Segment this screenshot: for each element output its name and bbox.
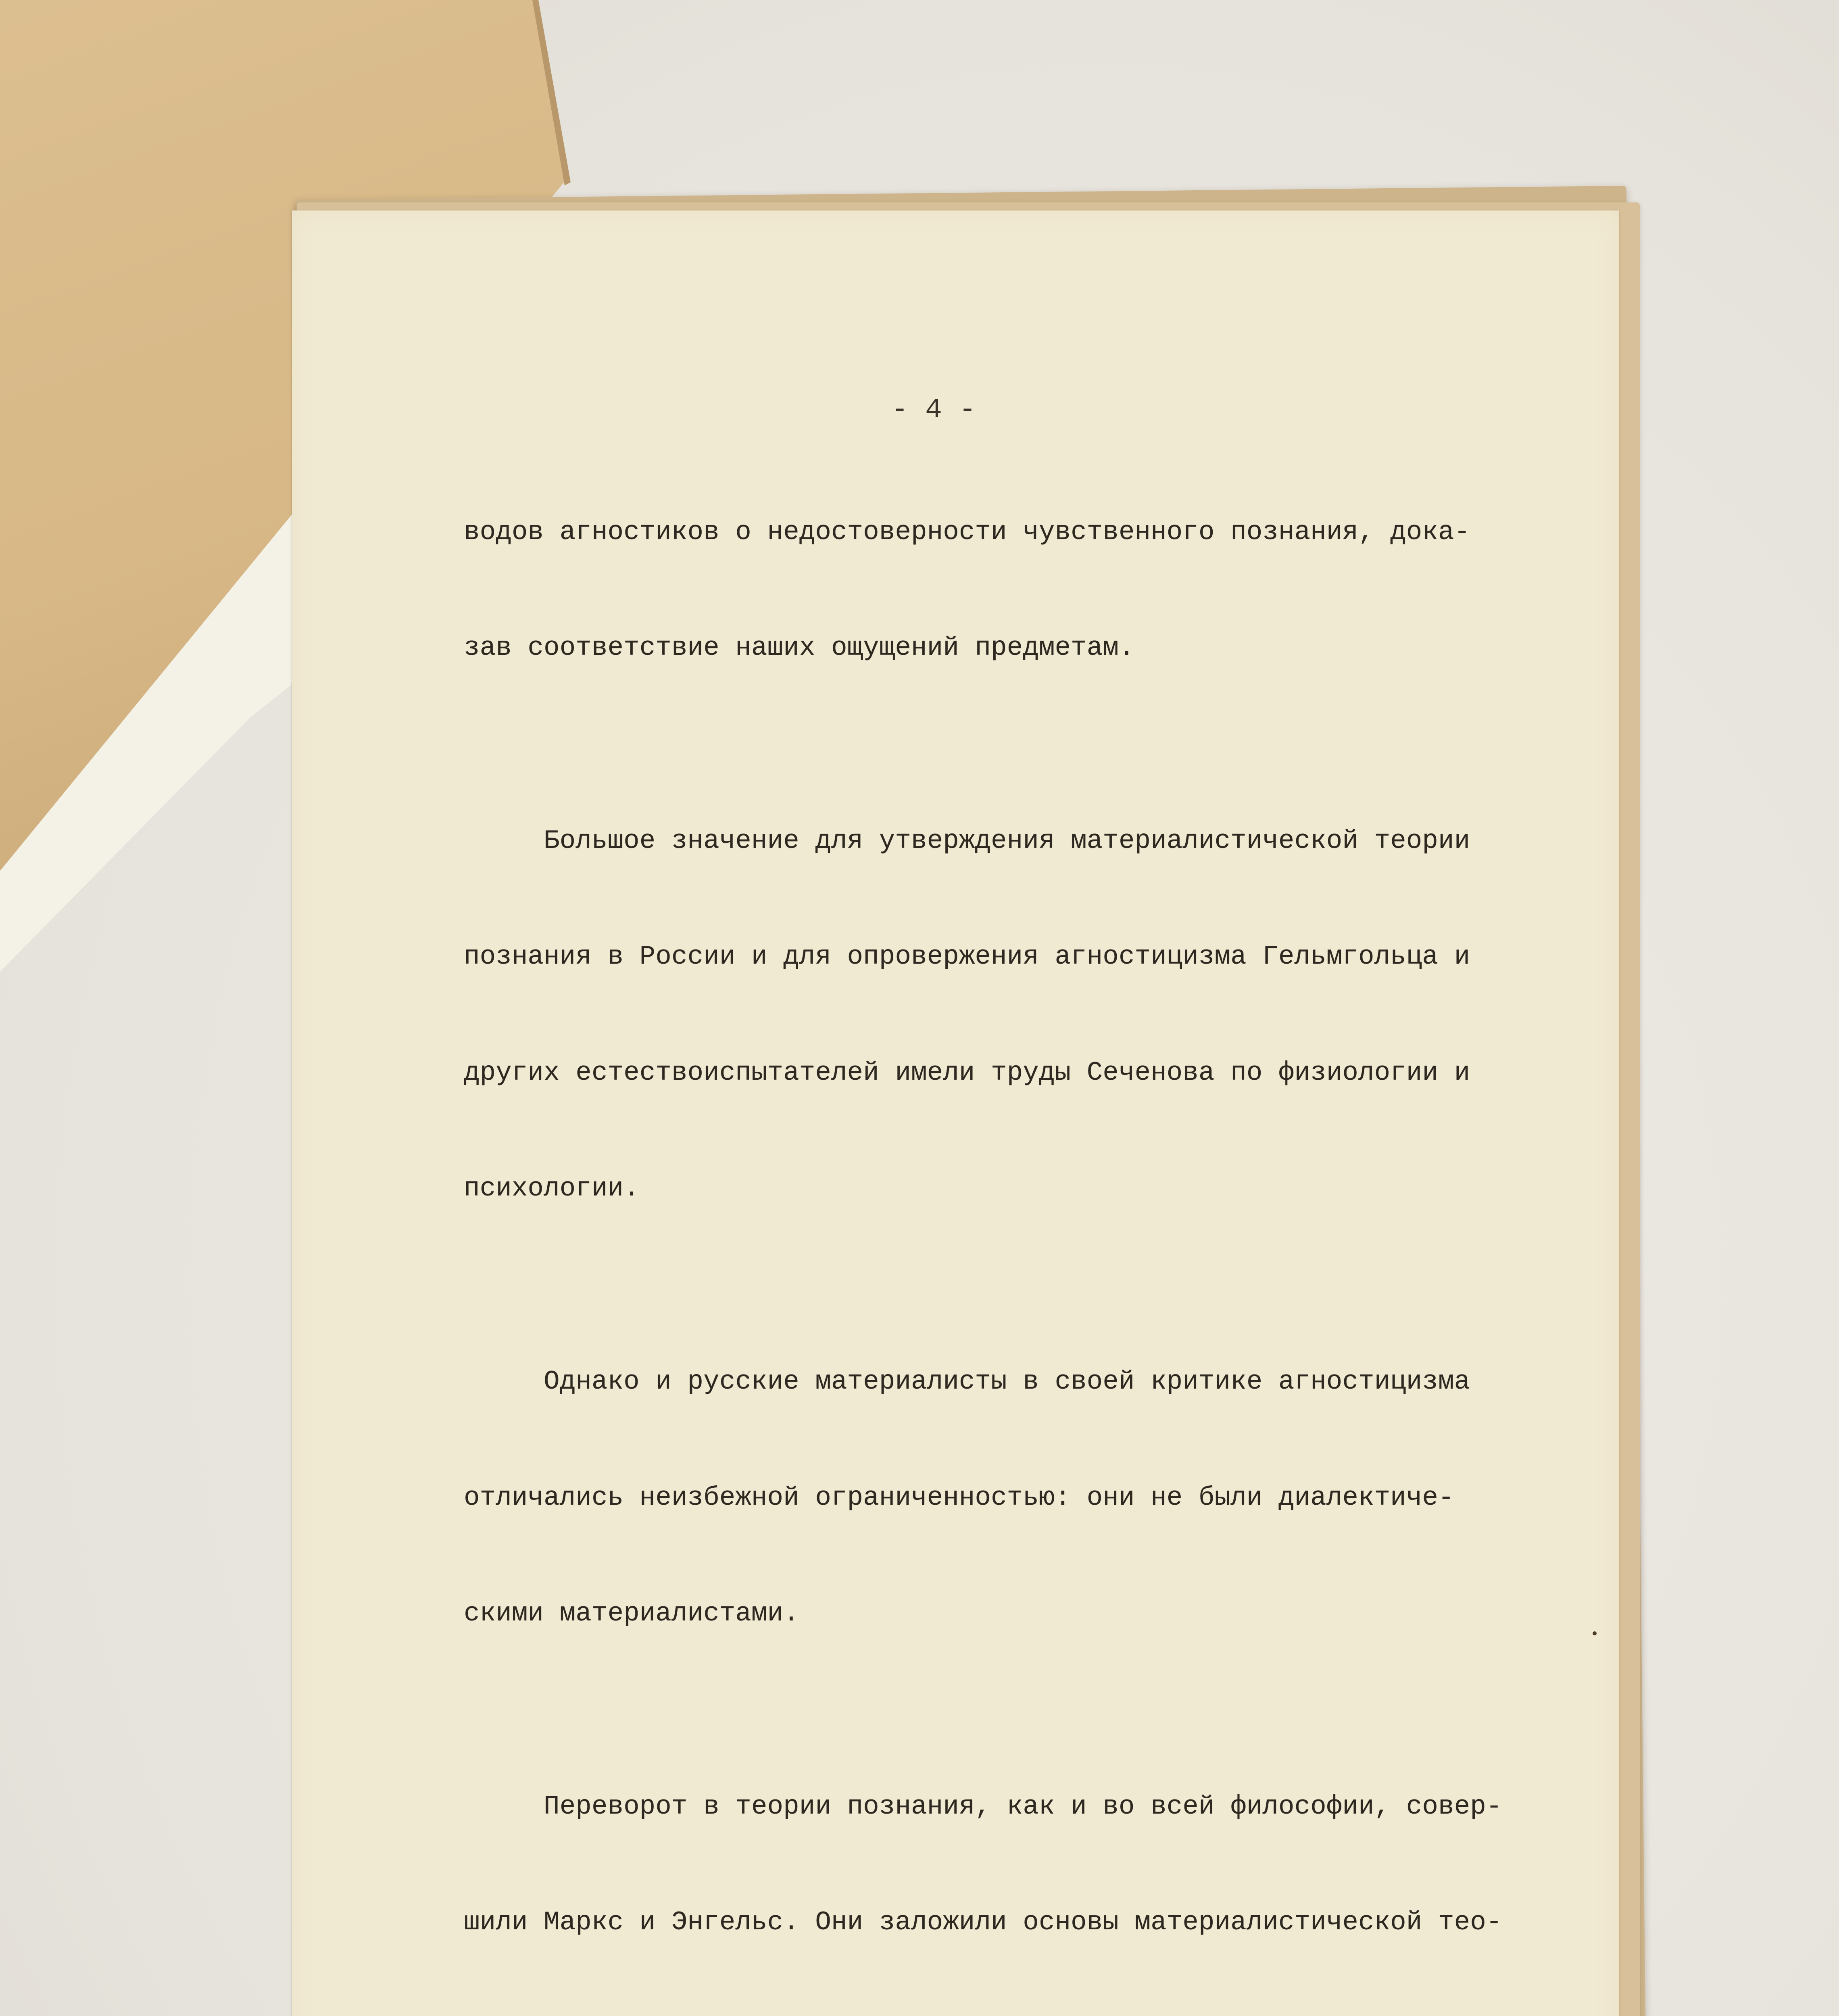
text-line: шили Маркс и Энгельс. Они заложили основы материалистической тео- [464, 1907, 1502, 1938]
document-body [464, 435, 1532, 2016]
paragraph [464, 1710, 1532, 2016]
text-line: других естествоиспытателей имели труды Сеченова по физиологии и [464, 1057, 1470, 1088]
text-line: водов агностиков о недостоверности чувственного познания, дока- [464, 516, 1470, 547]
text-line: скими материалистами. [464, 1598, 799, 1629]
text-line: Переворот в теории познания, как и во всей философии, совер- [464, 1791, 1502, 1822]
text-line: отличались неизбежной ограниченностью: они не были диалектиче- [464, 1482, 1454, 1513]
ink-dot [1593, 1631, 1597, 1635]
text-line: познания в России и для опровержения агностицизма Гельмгольца и [464, 941, 1470, 972]
paragraph [464, 435, 1532, 744]
text-line: зав соответствие наших ощущений предметам. [464, 632, 1135, 663]
text-line: Однако и русские материалисты в своей критике агностицизма [464, 1366, 1470, 1397]
paragraph [464, 744, 1532, 1285]
page-number: - 4 - [891, 394, 976, 426]
text-line: Большое значение для утверждения материалистической теории [464, 825, 1470, 856]
text-line: психологии. [464, 1173, 640, 1204]
paragraph [464, 1285, 1532, 1710]
